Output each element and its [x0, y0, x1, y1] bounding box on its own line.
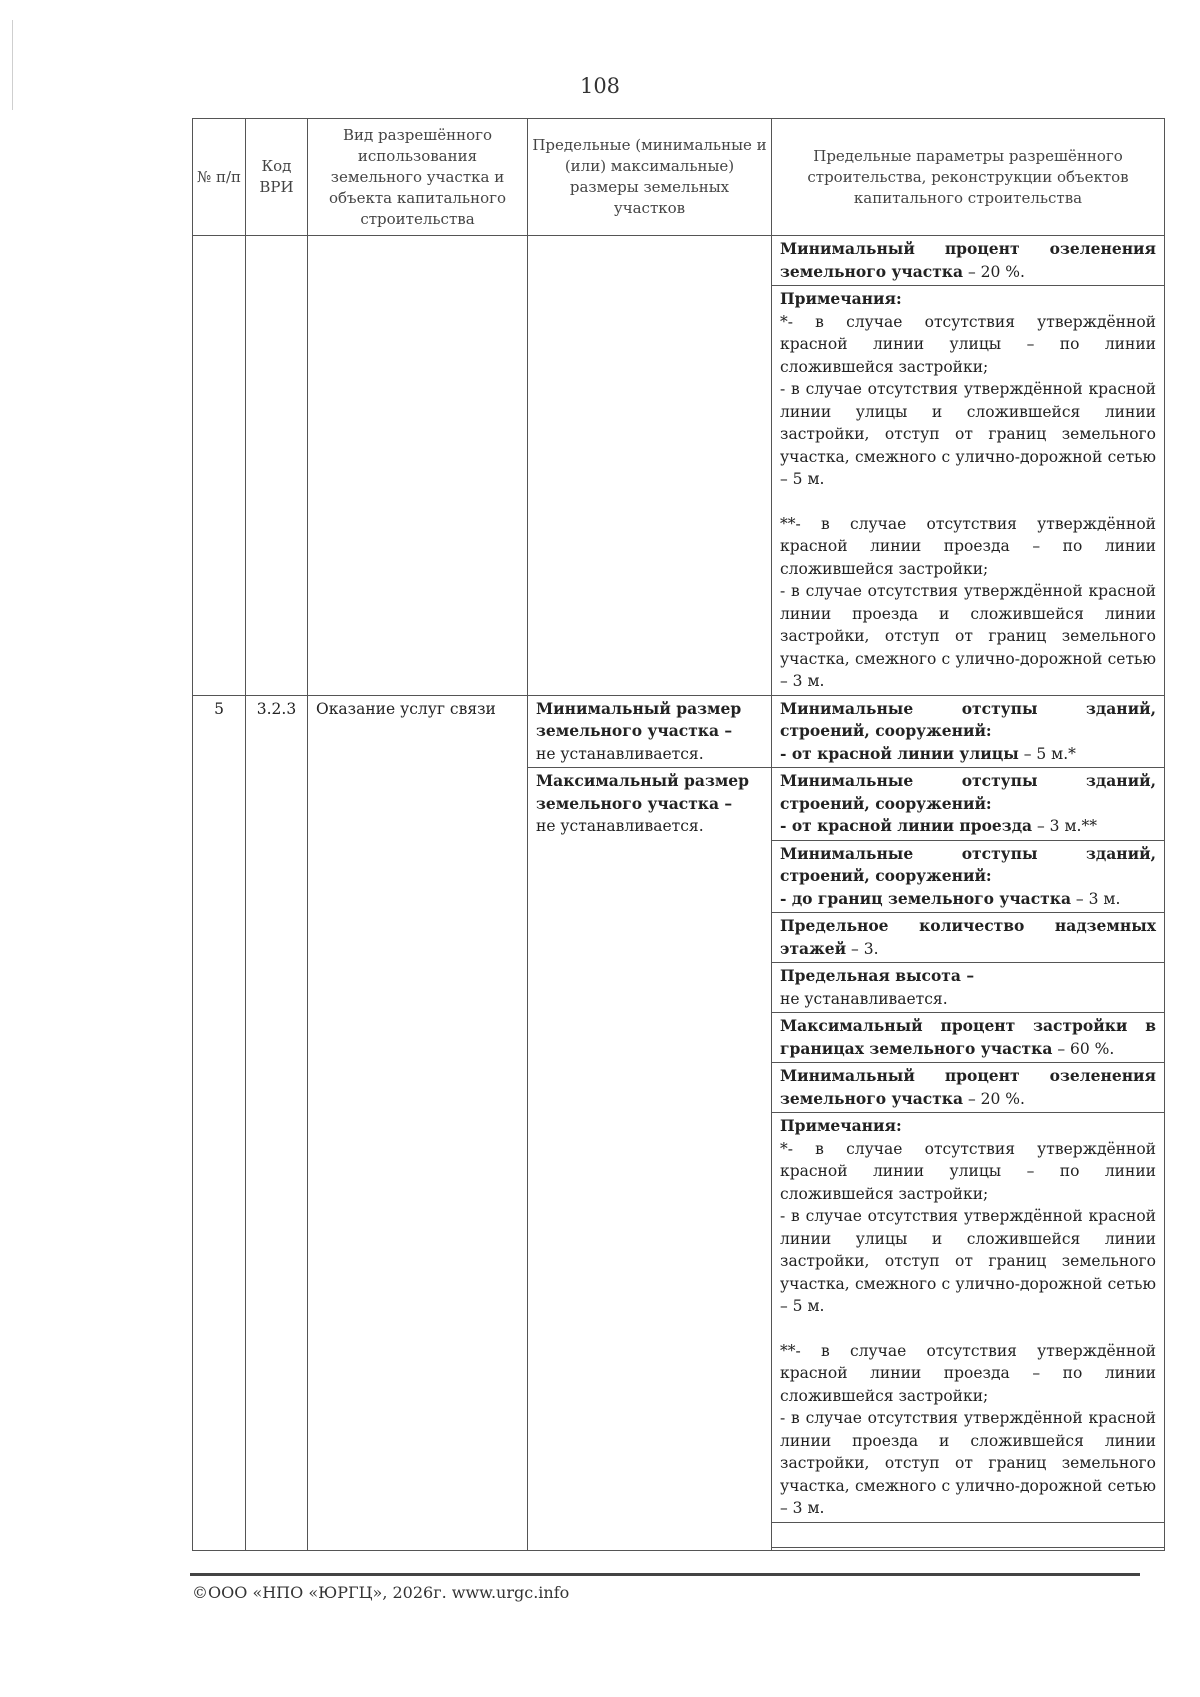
param-green-percent: Минимальный процент озеленения земельного участка – 20 %.: [772, 236, 1165, 286]
note-line: - в случае отсутствия утверждённой красной линии проезда и сложившейся линии застройки, отступ от границ земельного участка, смежного с улично-дорожной сетью – 3 м.: [780, 582, 1156, 690]
cell-code: 3.2.3: [246, 695, 308, 1550]
param-green-percent: Минимальный процент озеленения земельного участка – 20 %.: [772, 1063, 1165, 1113]
empty-cell: [772, 1547, 1165, 1550]
note-line: - в случае отсутствия утверждённой красной линии улицы и сложившейся линии застройки, отступ от границ земельного участка, смежного с улично-дорожной сетью – 5 м.: [780, 1207, 1156, 1315]
table-row: [193, 236, 1165, 286]
note-line: *- в случае отсутствия утверждённой красной линии улицы – по линии сложившейся застройки;: [780, 312, 1156, 376]
notes-cell: [772, 286, 1165, 696]
cell-vri-continued: [308, 236, 528, 696]
note-line: - в случае отсутствия утверждённой красной линии улицы и сложившейся линии застройки, отступ от границ земельного участка, смежного с улично-дорожной сетью – 5 м.: [780, 380, 1156, 488]
notes-cell: [772, 1113, 1165, 1523]
cell-min-size: Минимальный размер земельного участка – не устанавливается.: [528, 695, 772, 768]
cell-code-continued: [246, 236, 308, 696]
header-vri: Вид разрешённого использования земельного участка и объекта капитального строительства: [308, 119, 528, 236]
header-params: Предельные параметры разрешённого строительства, реконструкции объектов капитального строительства: [772, 119, 1165, 236]
footer-copyright: ©ООО «НПО «ЮРГЦ», 2026г. www.urgc.info: [192, 1583, 570, 1602]
param-build-percent: Максимальный процент застройки в границах земельного участка – 60 %.: [772, 1013, 1165, 1063]
table-header-row: [193, 119, 1165, 236]
note-gap: [780, 1318, 1156, 1340]
notes-title: Примечания:: [780, 289, 902, 308]
cell-num-continued: [193, 236, 246, 696]
param-height: Предельная высота – не устанавливается.: [772, 963, 1165, 1013]
header-num: № п/п: [193, 119, 246, 236]
cell-num: 5: [193, 695, 246, 1550]
footer-divider: [190, 1573, 1140, 1576]
param-offset-street: Минимальные отступы зданий, строений, сооружений: - от красной линии улицы – 5 м.*: [772, 695, 1165, 768]
cell-vri: Оказание услуг связи: [308, 695, 528, 1550]
table-row: [193, 695, 1165, 768]
param-floors: Предельное количество надземных этажей – 3.: [772, 913, 1165, 963]
empty-cell: [772, 1522, 1165, 1547]
cell-sizes-continued: [528, 236, 772, 696]
note-line: - в случае отсутствия утверждённой красной линии проезда и сложившейся линии застройки, отступ от границ земельного участка, смежного с улично-дорожной сетью – 3 м.: [780, 1409, 1156, 1517]
param-offset-passage: Минимальные отступы зданий, строений, сооружений: - от красной линии проезда – 3 м.**: [772, 768, 1165, 841]
header-sizes: Предельные (минимальные и (или) максимальные) размеры земельных участков: [528, 119, 772, 236]
note-line: *- в случае отсутствия утверждённой красной линии улицы – по линии сложившейся застройки;: [780, 1139, 1156, 1203]
cell-max-size: Максимальный размер земельного участка – не устанавливается.: [528, 768, 772, 1551]
note-gap: [780, 491, 1156, 513]
header-code: Код ВРИ: [246, 119, 308, 236]
note-line: **- в случае отсутствия утверждённой красной линии проезда – по линии сложившейся застройки;: [780, 514, 1156, 578]
page-number: 108: [579, 74, 621, 98]
note-line: **- в случае отсутствия утверждённой красной линии проезда – по линии сложившейся застройки;: [780, 1341, 1156, 1405]
param-offset-boundary: Минимальные отступы зданий, строений, сооружений: - до границ земельного участка – 3 м.: [772, 840, 1165, 913]
zoning-parameters-table: [192, 118, 1165, 1551]
notes-title: Примечания:: [780, 1116, 902, 1135]
